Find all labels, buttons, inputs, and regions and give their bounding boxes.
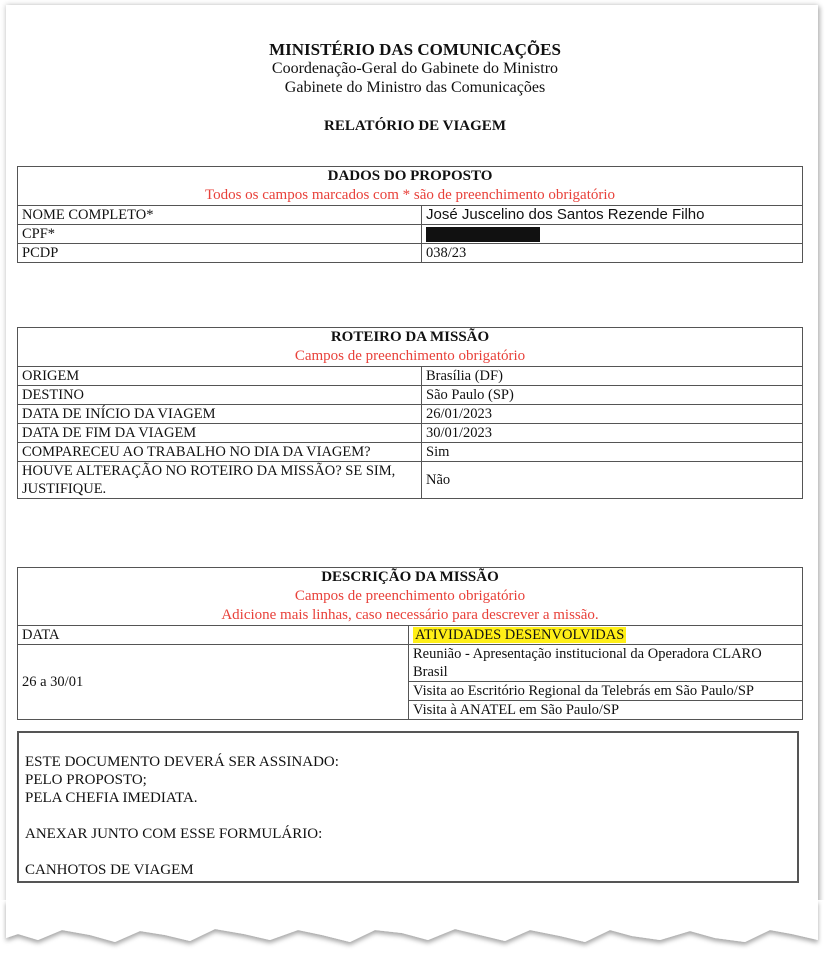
table-row <box>18 645 803 682</box>
date-cell: 26 a 30/01 <box>18 645 409 720</box>
field-label: PCDP <box>18 244 422 263</box>
report-title: RELATÓRIO DE VIAGEM <box>324 118 506 134</box>
field-label: HOUVE ALTERAÇÃO NO ROTEIRO DA MISSÃO? SE SIM, JUSTIFIQUE. <box>18 462 422 499</box>
proposto-caption <box>18 167 803 206</box>
table-row <box>18 405 803 424</box>
proposto-table <box>17 166 803 263</box>
table-row <box>18 206 803 225</box>
document-header <box>0 40 830 135</box>
descricao-title: DESCRIÇÃO DA MISSÃO <box>321 569 499 585</box>
proposto-note: Todos os campos marcados com * são de preenchimento obrigatório <box>204 187 616 203</box>
ministry-title: MINISTÉRIO DAS COMUNICAÇÕES <box>269 40 561 59</box>
table-row <box>18 244 803 263</box>
column-header-atividades <box>409 626 803 645</box>
activity-cell: Reunião - Apresentação institucional da Operadora CLARO Brasil <box>409 645 803 682</box>
field-label: COMPARECEU AO TRABALHO NO DIA DA VIAGEM? <box>18 443 422 462</box>
field-value: Não <box>422 462 803 499</box>
table-row <box>18 367 803 386</box>
field-value: Sim <box>422 443 803 462</box>
field-label: DESTINO <box>18 386 422 405</box>
descricao-note-2: Adicione mais linhas, caso necessário para descrever a missão. <box>221 607 599 623</box>
instruction-line: PELA CHEFIA IMEDIATA. <box>25 790 198 806</box>
table-row <box>18 424 803 443</box>
field-value: 26/01/2023 <box>422 405 803 424</box>
roteiro-caption <box>18 328 803 367</box>
header-line-3: Gabinete do Ministro das Comunicações <box>284 79 546 96</box>
field-value-cpf <box>422 225 803 244</box>
descricao-table <box>17 567 803 720</box>
descricao-caption <box>18 568 803 626</box>
table-row <box>18 386 803 405</box>
column-header-data: DATA <box>18 626 409 645</box>
torn-paper-edge <box>0 900 830 961</box>
instruction-line: PELO PROPOSTO; <box>25 772 147 788</box>
field-label: CPF* <box>18 225 422 244</box>
instruction-line: ANEXAR JUNTO COM ESSE FORMULÁRIO: <box>25 826 323 842</box>
field-value-nome: José Juscelino dos Santos Rezende Filho <box>422 206 803 225</box>
table-header-row <box>18 626 803 645</box>
proposto-title: DADOS DO PROPOSTO <box>327 168 493 184</box>
header-line-2: Coordenação-Geral do Gabinete do Ministro <box>271 60 559 77</box>
table-row <box>18 225 803 244</box>
table-row <box>18 462 803 499</box>
activity-cell: Visita ao Escritório Regional da Telebrás em São Paulo/SP <box>409 682 803 701</box>
roteiro-note: Campos de preenchimento obrigatório <box>294 348 526 364</box>
roteiro-table <box>17 327 803 499</box>
redaction-box <box>426 227 540 242</box>
field-value: São Paulo (SP) <box>422 386 803 405</box>
field-label: DATA DE INÍCIO DA VIAGEM <box>18 405 422 424</box>
field-label: ORIGEM <box>18 367 422 386</box>
descricao-note-1: Campos de preenchimento obrigatório <box>294 588 526 604</box>
field-value: 30/01/2023 <box>422 424 803 443</box>
table-row <box>18 443 803 462</box>
instruction-line: CANHOTOS DE VIAGEM <box>25 862 194 878</box>
activity-cell: Visita à ANATEL em São Paulo/SP <box>409 701 803 720</box>
instructions-box <box>17 731 799 883</box>
highlighted-text: ATIVIDADES DESENVOLVIDAS <box>415 627 625 643</box>
field-label: NOME COMPLETO* <box>18 206 422 225</box>
roteiro-title: ROTEIRO DA MISSÃO <box>330 329 490 345</box>
field-label: DATA DE FIM DA VIAGEM <box>18 424 422 443</box>
field-value: Brasília (DF) <box>422 367 803 386</box>
field-value-pcdp: 038/23 <box>422 244 803 263</box>
instruction-line: ESTE DOCUMENTO DEVERÁ SER ASSINADO: <box>25 754 339 770</box>
